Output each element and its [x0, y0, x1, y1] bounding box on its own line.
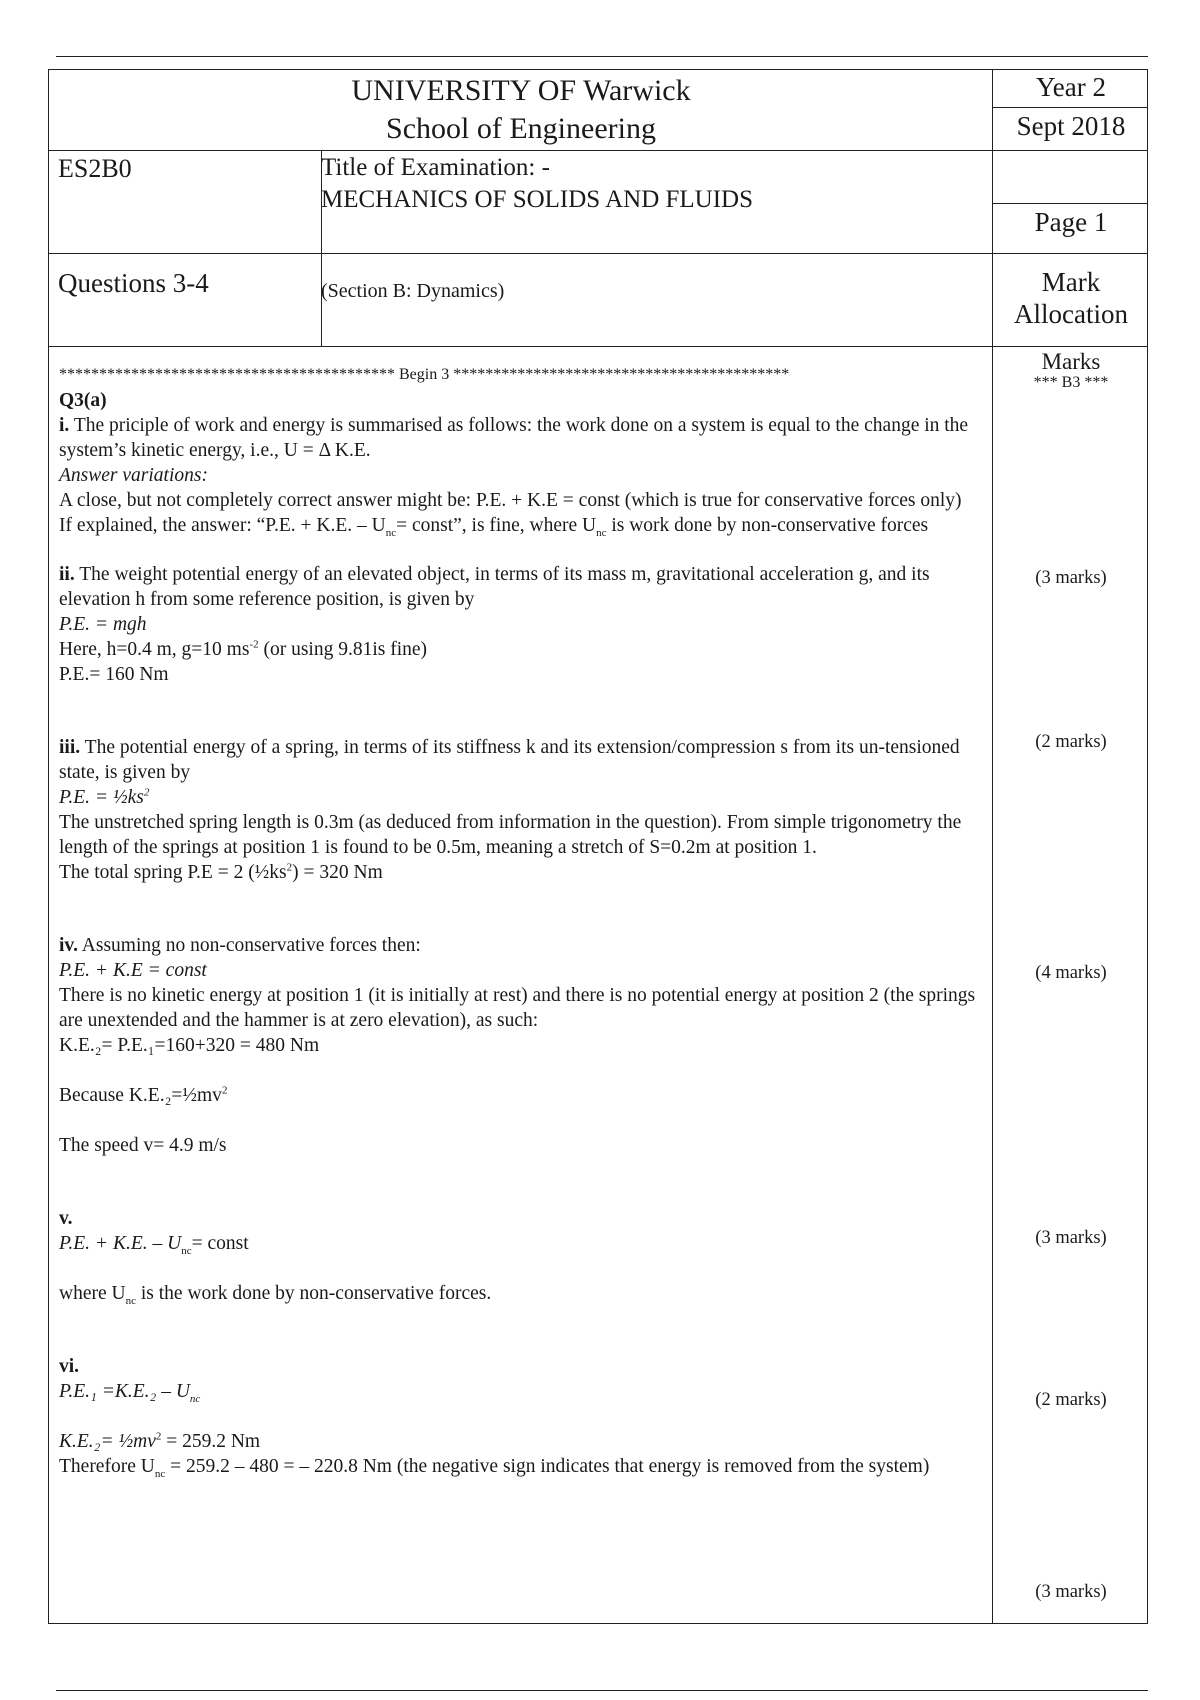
part-ii-text: ii. The weight potential energy of an elevated object, in terms of its mass m, gravitational acceleration g, and its elevation h from some reference position, is given by	[59, 564, 930, 610]
part-i-variation-1: A close, but not completely correct answer might be: P.E. + K.E = const (which is true for conservative forces only)	[59, 490, 962, 511]
part-v-number: v.	[59, 1208, 73, 1229]
part-iii-text: iii. The potential energy of a spring, in terms of its stiffness k and its extension/compression s from its un-tensioned state, is given by	[59, 737, 960, 783]
exam-header-table	[48, 69, 1148, 347]
part-iv-text: iv. Assuming no non-conservative forces then:	[59, 935, 421, 956]
marks-heading: Marks	[1041, 349, 1101, 374]
exam-title-label: Title of Examination: -	[321, 154, 550, 181]
exam-title-block	[321, 152, 753, 216]
part-iv-explanation: There is no kinetic energy at position 1 (it is initially at rest) and there is no potential energy at position 2 (the springs are unextended and the hammer is at zero elevation), as such:	[59, 985, 976, 1031]
year-label: Year 2	[1035, 72, 1106, 102]
marks-i: (3 marks)	[1035, 568, 1107, 588]
module-code: ES2B0	[58, 154, 132, 183]
page-number: Page 1	[1034, 207, 1108, 237]
answer-content	[59, 356, 979, 1479]
part-ii-formula: P.E. = mgh	[59, 614, 147, 635]
answer-variations-label: Answer variations:	[59, 465, 208, 486]
part-i-text: i. The priciple of work and energy is summarised as follows: the work done on a system is equal to the change in the system’s kinetic energy, i.e., U = Δ K.E.	[59, 415, 969, 461]
bottom-rule	[56, 1690, 1148, 1691]
marks-iii: (4 marks)	[1035, 963, 1107, 983]
answer-body	[48, 346, 1148, 1624]
marks-ii: (2 marks)	[1035, 732, 1107, 752]
marks-vi: (3 marks)	[1035, 1582, 1107, 1602]
part-iv-formula: P.E. + K.E = const	[59, 960, 207, 981]
part-iii-formula: P.E. = $\frac{1}{2}ks^2$	[59, 786, 150, 808]
part-v-formula: P.E. + K.E. – $U_{nc}=$ const	[59, 1233, 249, 1257]
marks-iv: (3 marks)	[1035, 1228, 1107, 1248]
part-vi-formula: $P.E._1 =K.E._2 - U_{nc}$	[59, 1381, 201, 1405]
university-heading	[49, 70, 993, 148]
part-iv-speed: The speed v= 4.9 m/s	[59, 1135, 227, 1156]
part-v-where: where $U_{nc}$ is the work done by non-conservative forces.	[59, 1283, 492, 1307]
question-label: Q3(a)	[59, 390, 107, 411]
marks-v: (2 marks)	[1035, 1390, 1107, 1410]
section-label: (Section B: Dynamics)	[321, 280, 505, 302]
school-name: School of Engineering	[386, 112, 656, 145]
questions-range: Questions 3-4	[58, 268, 209, 298]
mark-allocation-heading	[993, 266, 1149, 330]
part-vi-ke: $K.E._2= \frac{1}{2}mv^2 = 259.2$ Nm	[59, 1430, 261, 1452]
part-iv-equation: K.E.₂= P.E.₁=160+320 = 480 Nm	[59, 1035, 320, 1056]
exam-title: MECHANICS OF SOLIDS AND FLUIDS	[321, 186, 754, 213]
begin-marker: ****************************************** Begin 3 ******************************************	[59, 366, 790, 383]
part-iii-explanation: The unstretched spring length is 0.3m (as deduced from information in the question). From simple trigonometry the length of the springs at position 1 is found to be 0.5m, meaning a stretch of S=0.2m at position 1.	[59, 812, 962, 858]
part-i-variation-2: If explained, the answer: “P.E. + K.E. – $U_{nc}=$ const”, is fine, where $U_{nc}$ is work done by non-conservative forces	[59, 515, 929, 539]
part-iv-because: Because $K.E._2=\frac{1}{2}mv^2$	[59, 1084, 228, 1106]
part-vi-therefore: Therefore $U_{nc} = 259.2 - 480$ = – 220.8 Nm (the negative sign indicates that energy is removed from the system)	[59, 1456, 930, 1480]
marks-b3-tag: *** B3 ***	[1033, 374, 1109, 391]
exam-date: Sept 2018	[1016, 111, 1126, 141]
part-vi-number: vi.	[59, 1356, 80, 1377]
part-ii-values: Here, h=0.4 m, g=10 $ms^{-2}$ (or using 9.81is fine)	[59, 638, 428, 660]
part-iii-total: The total spring P.E = 2 $(\frac{1}{2}ks^2) = 320$ Nm	[59, 861, 383, 883]
top-rule	[56, 56, 1148, 57]
mark-allocation-line2: Allocation	[1014, 299, 1128, 329]
part-ii-result: P.E.= 160 Nm	[59, 664, 169, 685]
university-name: UNIVERSITY OF Warwick	[351, 74, 691, 107]
mark-allocation-line1: Mark	[1041, 267, 1101, 297]
